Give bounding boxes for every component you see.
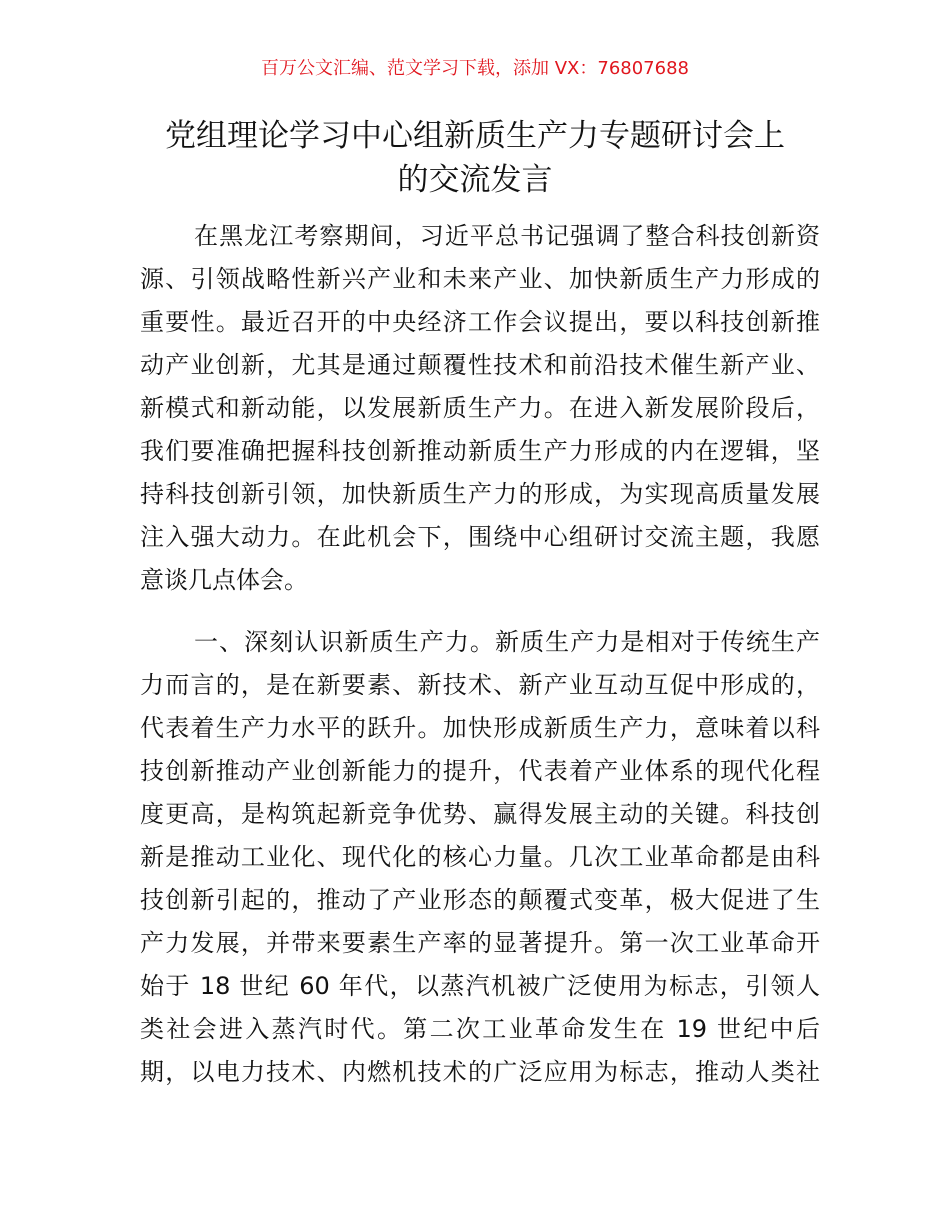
- text-line: 意谈几点体会。: [140, 566, 308, 594]
- text-line: 产力发展，并带来要素生产率的显著提升。第一次工业革命开: [140, 929, 820, 957]
- text-line: 重要性。最近召开的中央经济工作会议提出，要以科技创新推: [140, 308, 820, 336]
- text-line: 一、深刻认识新质生产力。新质生产力是相对于传统生产: [194, 628, 820, 656]
- text-line: 我们要准确把握科技创新推动新质生产力形成的内在逻辑，坚: [140, 437, 820, 465]
- text-line: 类社会进入蒸汽时代。第二次工业革命发生在 19 世纪中后: [140, 1015, 820, 1043]
- text-line: 代表着生产力水平的跃升。加快形成新质生产力，意味着以科: [140, 714, 820, 742]
- text-line: 期，以电力技术、内燃机技术的广泛应用为标志，推动人类社: [140, 1058, 820, 1086]
- text-line: 持科技创新引领，加快新质生产力的形成，为实现高质量发展: [140, 480, 820, 508]
- title-line-1: 党组理论学习中心组新质生产力专题研讨会上: [165, 118, 785, 154]
- text-line: 动产业创新，尤其是通过颠覆性技术和前沿技术催生新产业、: [140, 351, 820, 379]
- text-line: 力而言的，是在新要素、新技术、新产业互动互促中形成的，: [140, 671, 820, 699]
- text-line: 在黑龙江考察期间，习近平总书记强调了整合科技创新资: [194, 222, 820, 250]
- text-line: 新是推动工业化、现代化的核心力量。几次工业革命都是由科: [140, 843, 820, 871]
- text-line: 始于 18 世纪 60 年代，以蒸汽机被广泛使用为标志，引领人: [140, 972, 820, 1000]
- paragraph-intro: [140, 215, 820, 602]
- document-title: [130, 114, 820, 202]
- paragraph-section-1: [140, 621, 820, 1094]
- text-line: 注入强大动力。在此机会下，围绕中心组研讨交流主题，我愿: [140, 523, 820, 551]
- text-line: 技创新引起的，推动了产业形态的颠覆式变革，极大促进了生: [140, 886, 820, 914]
- text-line: 度更高，是构筑起新竞争优势、赢得发展主动的关键。科技创: [140, 800, 820, 828]
- document-body: [140, 215, 820, 1113]
- text-line: 技创新推动产业创新能力的提升，代表着产业体系的现代化程: [140, 757, 820, 785]
- text-line: 新模式和新动能，以发展新质生产力。在进入新发展阶段后，: [140, 394, 820, 422]
- watermark-header: 百万公文汇编、范文学习下载，添加 VX：76807688: [261, 58, 689, 79]
- text-line: 源、引领战略性新兴产业和未来产业、加快新质生产力形成的: [140, 265, 820, 293]
- title-line-2: 的交流发言: [397, 162, 553, 198]
